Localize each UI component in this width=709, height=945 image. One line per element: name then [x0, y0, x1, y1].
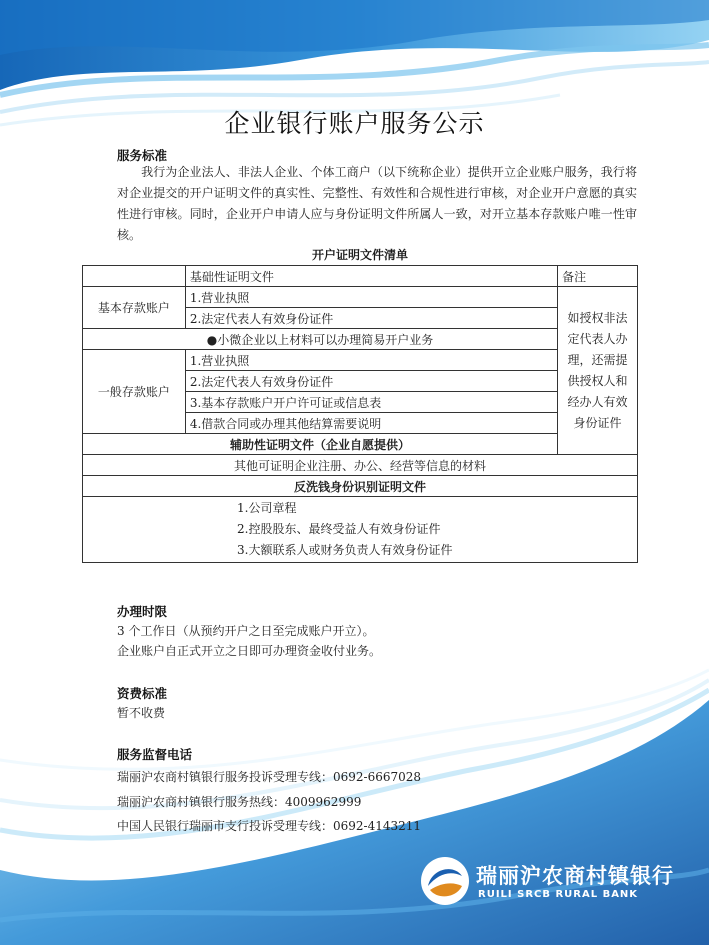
basic-account-label: 基本存款账户: [83, 287, 186, 329]
remark-line: 如授权非法: [567, 310, 628, 325]
header-empty-cell: [83, 266, 186, 287]
general-account-label: 一般存款账户: [83, 350, 186, 434]
processing-time-line-1: 3 个工作日（从预约开户之日至完成账户开立）。: [117, 624, 375, 638]
account-documents-table: [82, 265, 638, 563]
bank-logo: [420, 852, 680, 912]
service-standard-paragraph: [117, 162, 637, 246]
table-row: [83, 434, 638, 455]
remark-cell: [558, 287, 638, 455]
processing-time-line-2: 企业账户自正式开立之日即可办理资金收付业务。: [117, 644, 382, 658]
header-remark-cell: 备注: [558, 266, 638, 287]
basic-account-item-2: 2.法定代表人有效身份证件: [185, 308, 557, 329]
auxiliary-heading: 辅助性证明文件（企业自愿提供）: [83, 434, 558, 455]
table-caption: 开户证明文件清单: [311, 248, 408, 262]
table-row: [83, 455, 638, 476]
bank-logo-english: RUILI SRCB RURAL BANK: [478, 889, 639, 900]
remark-line: 身份证件: [573, 415, 622, 430]
general-account-item-1: 1.营业执照: [185, 350, 557, 371]
table-row: [83, 350, 638, 371]
general-account-item-3: 3.基本存款账户开户许可证或信息表: [185, 392, 557, 413]
table-row: [83, 329, 638, 350]
hotline-line-2: 瑞丽沪农商村镇银行服务热线：4009962999: [117, 795, 362, 809]
fees-heading: 资费标准: [117, 686, 168, 701]
general-account-item-4: 4.借款合同或办理其他结算需要说明: [185, 413, 557, 434]
service-standard-heading: 服务标准: [117, 148, 168, 163]
aml-item: 2.控股股东、最终受益人有效身份证件: [237, 522, 441, 536]
table-row: [83, 287, 638, 308]
aml-items-list: [87, 498, 633, 561]
micro-enterprise-note: ●小微企业以上材料可以办理简易开户业务: [83, 329, 558, 350]
aml-item: 3.大额联系人或财务负责人有效身份证件: [237, 543, 453, 557]
processing-time-heading: 办理时限: [117, 604, 168, 619]
table-row: [83, 497, 638, 563]
aml-item: 1.公司章程: [237, 501, 297, 515]
header-docs-cell: 基础性证明文件: [185, 266, 557, 287]
table-header-row: [83, 266, 638, 287]
hotline-line-1: 瑞丽沪农商村镇银行服务投诉受理专线：0692-6667028: [117, 770, 422, 784]
table-row: [83, 476, 638, 497]
general-account-item-2: 2.法定代表人有效身份证件: [185, 371, 557, 392]
hotlines-heading: 服务监督电话: [117, 747, 193, 762]
auxiliary-text: 其他可证明企业注册、办公、经营等信息的材料: [83, 455, 638, 476]
aml-heading: 反洗钱身份识别证明文件: [83, 476, 638, 497]
remark-line: 理，还需提: [567, 352, 628, 367]
page-title: 企业银行账户服务公示: [224, 109, 485, 138]
aml-items-cell: [83, 497, 638, 563]
remark-line: 供授权人和: [567, 373, 628, 388]
remark-line: 定代表人办: [567, 331, 628, 346]
bank-logo-name: 瑞丽沪农商村镇银行: [476, 863, 674, 888]
hotline-line-3: 中国人民银行瑞丽市支行投诉受理专线：0692-4143211: [117, 819, 422, 833]
fees-text: 暂不收费: [117, 706, 166, 720]
remark-line: 经办人有效: [567, 394, 628, 409]
basic-account-item-1: 1.营业执照: [185, 287, 557, 308]
service-standard-text: 我行为企业法人、非法人企业、个体工商户（以下统称企业）提供开立企业账户服务，我行将对企业提交的开户证明文件的真实性、完整性、有效性和合规性进行审核，对企业开户意愿的真实性进行审核。同时，企业开户申请人应与身份证明文件所属人一致，对开立基本存款账户唯一性审核。: [117, 165, 637, 242]
bank-logo-icon: [420, 856, 470, 906]
